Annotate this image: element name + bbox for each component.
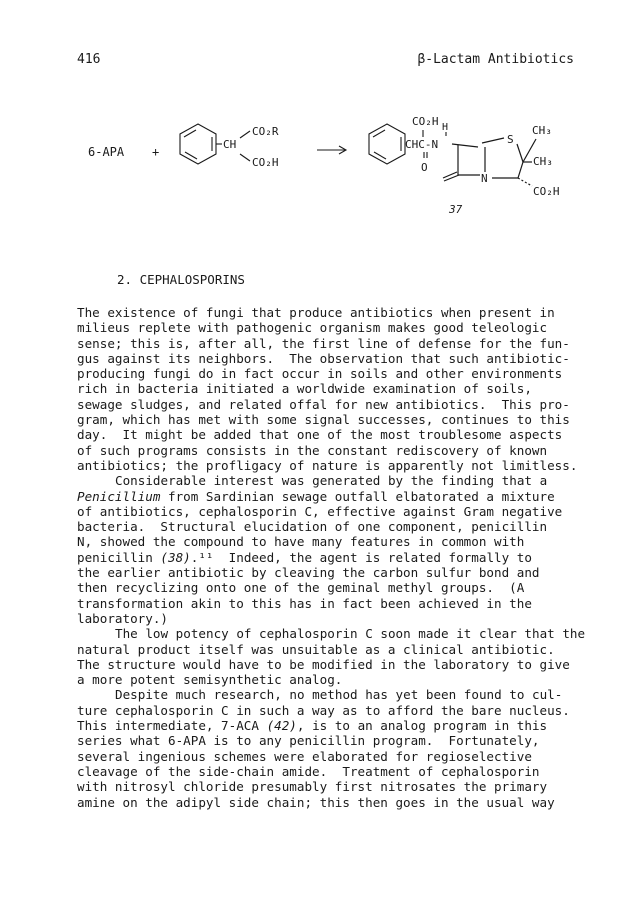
scheme-product-h: H <box>442 122 449 133</box>
scheme-co2h-reactant: CO₂H <box>252 156 279 169</box>
scheme-product-co2h: CO₂H <box>412 115 439 128</box>
scheme-co2r: CO₂R <box>252 125 279 138</box>
scheme-plus: + <box>152 145 160 159</box>
body-line: Penicillium from Sardinian sewage outfall elbatorated a mixture <box>77 488 555 504</box>
reactant-benzene-ring <box>180 124 250 164</box>
scheme-product-s: S <box>507 133 514 146</box>
body-line: rich in bacteria initiated a worldwide examination of soils, <box>77 381 532 397</box>
body-line: producing fungi do in fact occur in soils and other environments <box>77 366 563 382</box>
body-line: natural product itself was unsuitable as a clinical antibiotic. <box>77 641 555 657</box>
body-line: gram, which has met with some signal successes, continues to this <box>77 412 570 428</box>
body-line: gus against its neighbors. The observation that such antibiotic- <box>77 350 570 366</box>
body-line: several ingenious schemes were elaborated for regioselective <box>77 748 532 764</box>
compound-label-37: 37 <box>449 203 463 216</box>
body-text <box>77 305 587 810</box>
body-line: a more potent semisynthetic analog. <box>77 672 343 688</box>
body-line: with nitrosyl chloride presumably first nitrosates the primary <box>77 779 548 795</box>
body-line: day. It might be added that one of the most troublesome aspects <box>77 427 563 443</box>
body-line: Despite much research, no method has yet been found to cul- <box>115 687 563 703</box>
page-number: 416 <box>77 52 101 67</box>
penam-bicyclic-skeleton <box>443 138 536 186</box>
body-line: milieus replete with pathogenic organism makes good teleologic <box>77 320 548 336</box>
body-line: then recyclizing onto one of the geminal methyl groups. (A <box>77 580 525 596</box>
body-line: cleavage of the side-chain amide. Treatment of cephalosporin <box>77 763 540 779</box>
scheme-product-co2h-b: CO₂H <box>533 185 560 198</box>
body-line: antibiotics; the profligacy of nature is apparently not limitless. <box>77 457 578 473</box>
body-line: The low potency of cephalosporin C soon made it clear that the <box>115 626 586 642</box>
body-line: transformation akin to this has in fact been achieved in the <box>77 595 532 611</box>
scheme-product-n: N <box>481 172 488 185</box>
body-line: The structure would have to be modified in the laboratory to give <box>77 656 570 672</box>
scheme-ch: CH <box>223 138 237 151</box>
body-line: This intermediate, 7-ACA (42), is to an analog program in this <box>77 718 548 734</box>
section-heading: 2. CEPHALOSPORINS <box>117 272 245 287</box>
body-line: ture cephalosporin C in such a way as to afford the bare nucleus. <box>77 702 570 718</box>
reaction-scheme <box>80 110 580 230</box>
body-line: N, showed the compound to have many features in common with <box>77 534 525 550</box>
body-line: series what 6-APA is to any penicillin program. Fortunately, <box>77 733 540 749</box>
body-line: of antibiotics, cephalosporin C, effective against Gram negative <box>77 503 563 519</box>
body-line: The existence of fungi that produce antibiotics when present in <box>77 305 555 320</box>
scheme-product-o: O <box>421 161 428 174</box>
reaction-arrow <box>317 146 346 154</box>
body-line: sewage sludges, and related offal for new antibiotics. This pro- <box>77 396 570 412</box>
body-line: sense; this is, after all, the first line of defense for the fun- <box>77 335 570 351</box>
scheme-ch3-top: CH₃ <box>532 124 552 137</box>
scheme-product-chc-n: CHC-N <box>405 138 439 151</box>
body-line: bacteria. Structural elucidation of one component, penicillin <box>77 519 548 535</box>
scheme-ch3-mid: CH₃ <box>533 155 553 168</box>
body-line: amine on the adipyl side chain; this then goes in the usual way <box>77 794 555 810</box>
body-line: the earlier antibiotic by cleaving the carbon sulfur bond and <box>77 565 540 581</box>
body-line: Considerable interest was generated by the finding that a <box>115 473 548 489</box>
running-head: β-Lactam Antibiotics <box>417 52 574 67</box>
body-line: penicillin (38).¹¹ Indeed, the agent is related formally to <box>77 549 532 565</box>
body-line: laboratory.) <box>77 610 168 626</box>
body-line: of such programs consists in the constant rediscovery of known <box>77 442 548 458</box>
scheme-reactant: 6-APA <box>88 145 125 159</box>
